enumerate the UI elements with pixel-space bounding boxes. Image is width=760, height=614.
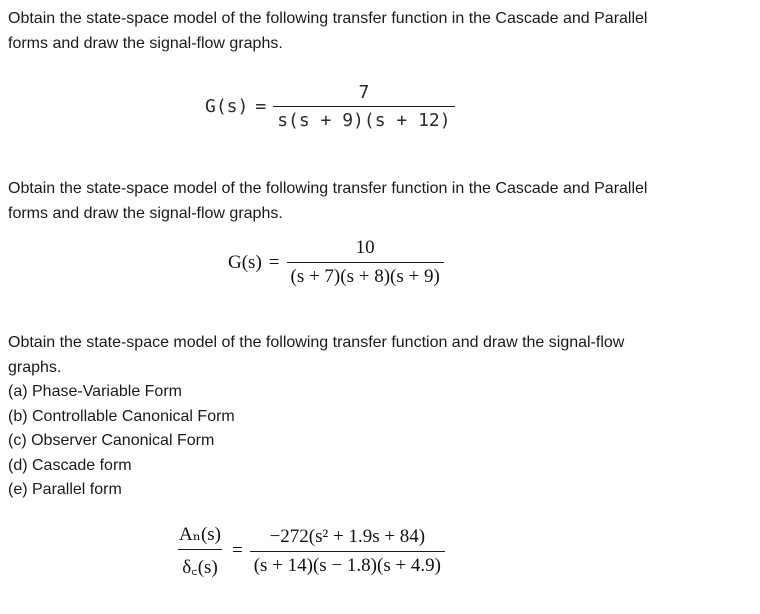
- eq2-equals: =: [268, 251, 280, 273]
- eq2-numerator: 10: [355, 237, 375, 258]
- eq3-lhs-numerator: Aₙ(s): [179, 524, 221, 545]
- eq2-denominator: (s + 7)(s + 8)(s + 9): [287, 262, 444, 288]
- problem-2-equation: [228, 237, 444, 288]
- eq3-lhs-fraction: [175, 523, 225, 579]
- eq1-equals: =: [255, 96, 267, 117]
- problem-1-statement: [8, 7, 708, 56]
- option-b: (b) Controllable Canonical Form: [8, 407, 235, 425]
- problem-3-line-1: Obtain the state-space model of the following transfer function and draw the signal-flow: [8, 334, 625, 351]
- option-c: (c) Observer Canonical Form: [8, 432, 215, 449]
- problem-1-equation: [205, 82, 455, 131]
- problem-3-line-2: graphs.: [8, 358, 62, 376]
- option-d: (d) Cascade form: [8, 456, 132, 474]
- problem-1-line-2: forms and draw the signal-flow graphs.: [8, 34, 283, 52]
- eq1-lhs: G(s): [205, 96, 249, 117]
- eq1-denominator: s(s + 9)(s + 12): [273, 106, 454, 131]
- eq1-numerator: 7: [358, 82, 370, 103]
- eq1-fraction: [273, 82, 454, 131]
- problem-1-line-1: Obtain the state-space model of the following transfer function in the Cascade and Parallel: [8, 10, 648, 27]
- problem-3-statement: [8, 331, 700, 503]
- option-a: (a) Phase-Variable Form: [8, 383, 182, 400]
- eq3-rhs-numerator: −272(s² + 1.9s + 84): [269, 525, 426, 547]
- problem-2-line-2: forms and draw the signal-flow graphs.: [8, 204, 283, 222]
- eq2-lhs: G(s): [228, 251, 262, 273]
- eq3-rhs-fraction: [250, 526, 445, 577]
- eq3-lhs-denominator: δ꜀(s): [178, 549, 222, 579]
- problem-3-equation: [175, 523, 445, 579]
- option-e: (e) Parallel form: [8, 481, 122, 498]
- problem-2-statement: [8, 177, 708, 226]
- eq2-fraction: [287, 237, 444, 288]
- eq3-equals: =: [232, 540, 243, 561]
- problem-2-line-1: Obtain the state-space model of the following transfer function in the Cascade and Parallel: [8, 180, 648, 197]
- eq3-rhs-denominator: (s + 14)(s − 1.8)(s + 4.9): [250, 551, 445, 577]
